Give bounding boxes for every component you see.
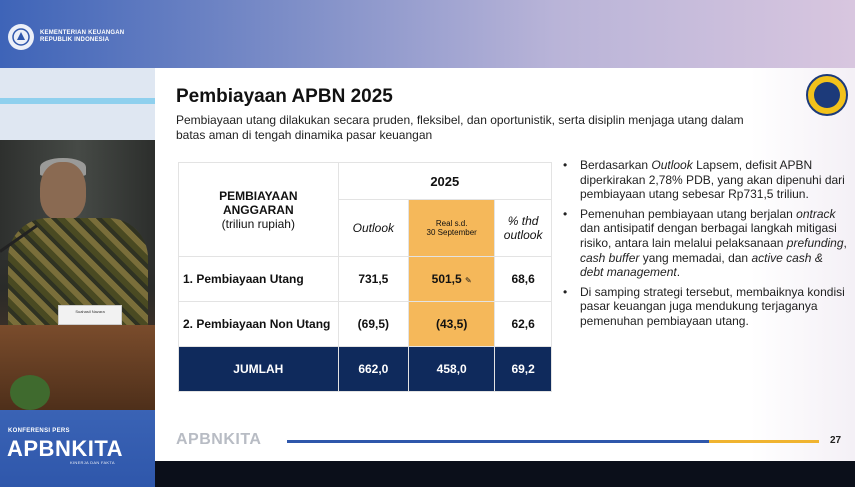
ministry-branding [8, 24, 124, 50]
bullet-item: • Pemenuhan pembiayaan utang berjalan ontrack dan antisipatif dengan berbagai langkah mitigasi risiko, antara lain melalui pelaksanaan prefunding, cash buffer yang memadai, dan active cash & debt management. [557, 207, 847, 280]
bullet-item: • Di samping strategi tersebut, membaiknya kondisi pasar keuangan juga mendukung terjaganya pemenuhan pembiayaan utang. [557, 285, 847, 329]
event-branding [0, 410, 155, 487]
speaker-avatar [40, 162, 86, 220]
event-tagline: KINERJA DAN FAKTA [70, 460, 115, 465]
bullet-list [557, 158, 847, 334]
total-pct: 69,2 [495, 347, 552, 392]
table-total-row [179, 347, 552, 392]
event-label: KONFERENSI PERS [8, 428, 70, 434]
event-title: APBNKITA [7, 436, 124, 461]
real-value: (43,5) [409, 302, 495, 347]
col-outlook-header: Outlook [338, 200, 409, 257]
table-row [179, 257, 552, 302]
total-label: JUMLAH [179, 347, 339, 392]
outlook-value: (69,5) [338, 302, 409, 347]
ministry-seal-icon [806, 74, 848, 116]
speaker-video-feed [0, 140, 155, 410]
table-header-label: PEMBIAYAAN ANGGARAN (triliun rupiah) [179, 163, 339, 257]
page-number: 27 [830, 435, 842, 446]
col-pct-header: % thd outlook [495, 200, 552, 257]
total-outlook: 662,0 [338, 347, 409, 392]
financing-table [178, 162, 552, 392]
presentation-slide [155, 68, 855, 461]
row-label: 2. Pembiayaan Non Utang [179, 302, 339, 347]
table-year-header: 2025 [338, 163, 551, 200]
ministry-country: REPUBLIK INDONESIA [40, 37, 110, 43]
total-real: 458,0 [409, 347, 495, 392]
speaker-nameplate: Suahasil Nazara [58, 305, 122, 325]
decorative-stripe [0, 98, 155, 104]
ministry-name: KEMENTERIAN KEUANGAN [40, 30, 125, 36]
row-label: 1. Pembiayaan Utang [179, 257, 339, 302]
slide-title: Pembiayaan APBN 2025 [176, 86, 393, 107]
pct-value: 62,6 [495, 302, 552, 347]
table-row [179, 302, 552, 347]
bullet-item: • Berdasarkan Outlook Lapsem, defisit APBN diperkirakan 2,78% PDB, yang akan dipenuhi dari pembiayaan utang sebesar Rp731,5 triliun. [557, 158, 847, 202]
pencil-icon: ✎ [465, 276, 472, 285]
real-value: 501,5 ✎ [409, 257, 495, 302]
footer-logo: APBNKITA [176, 431, 262, 448]
footer-divider [287, 440, 709, 443]
broadcast-top-banner [0, 0, 855, 68]
slide-subtitle: Pembiayaan utang dilakukan secara pruden, fleksibel, dan oportunistik, serta disiplin menjaga utang dalam batas aman di tengah dinamika pasar keuangan [176, 113, 744, 142]
broadcast-bottom-bar [155, 461, 855, 487]
outlook-value: 731,5 [338, 257, 409, 302]
footer-divider-accent [709, 440, 819, 443]
ministry-logo-icon [8, 24, 34, 50]
col-real-header: Real s.d. 30 September [409, 200, 495, 257]
pct-value: 68,6 [495, 257, 552, 302]
